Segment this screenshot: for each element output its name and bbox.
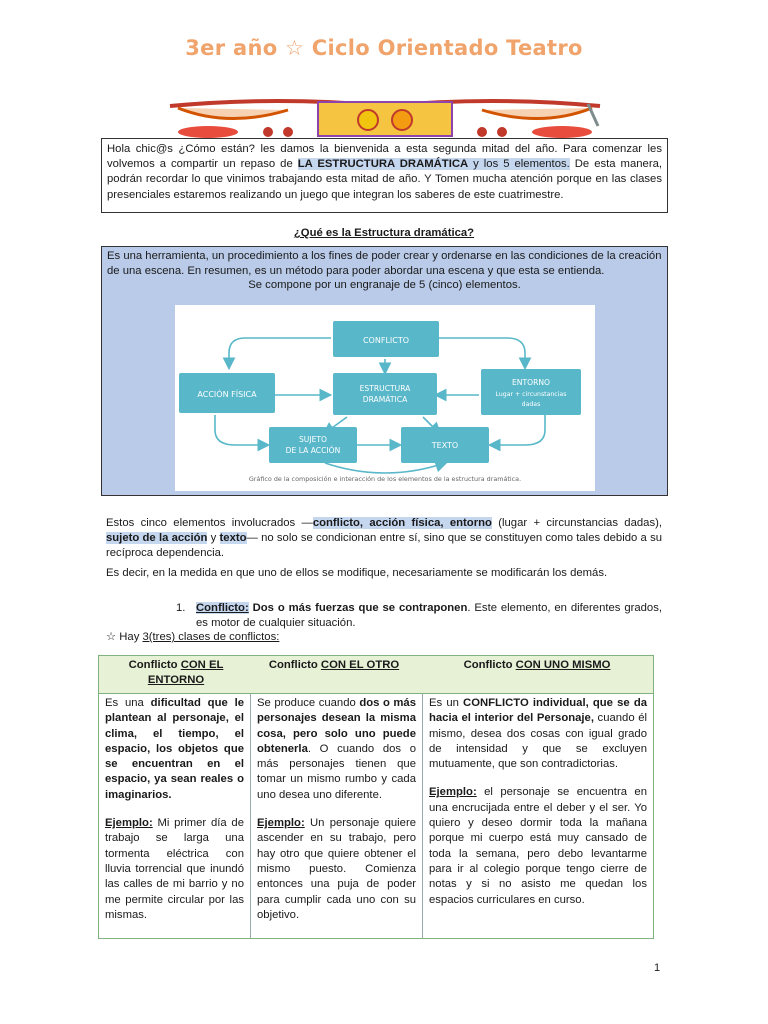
table-header-row	[99, 656, 653, 694]
node-texto	[401, 427, 489, 463]
node-accion-label: ACCIÓN FÍSICA	[197, 390, 257, 399]
list-bold-def: Dos o más fuerzas que se contraponen	[252, 602, 468, 614]
node-entorno-line1: ENTORNO	[511, 378, 551, 387]
diagram-caption: Gráfico de la composición e interacción de los elementos de la estructura dramática.	[248, 475, 522, 483]
table-cell-entorno	[99, 694, 251, 938]
node-entorno	[481, 369, 581, 415]
intro-box	[101, 138, 668, 213]
intro-text-b: De esta manera, podrán recordar lo que vinimos trabajando esta mitad de año. Y Tomen mucha atención porque en las clases presenciales estaremos realizando un juego que integran los saberes de este cuatrimestre.	[107, 158, 663, 201]
p1-text-a: Estos cinco elementos involucrados —	[106, 517, 313, 529]
arrow-conflicto-entorno	[439, 338, 525, 367]
p1-text-c: (lugar + circunstancias dadas),	[491, 517, 662, 529]
header-entorno: Conflicto CON EL ENTORNO	[128, 659, 224, 686]
c2-text-c: . O cuando dos o más personajes tienen que tomar un mismo rumbo y cada uno desea uno diferente.	[257, 742, 416, 801]
p1-bold-texto: texto	[219, 532, 247, 545]
node-conflicto	[333, 321, 439, 357]
modification-paragraph: Es decir, en la medida en que uno de ellos se modifique, necesariamente se modificarán los demás.	[106, 567, 608, 579]
intro-highlight	[298, 158, 570, 170]
arrow-accion-sujeto	[215, 415, 267, 445]
intro-highlight-bold: LA ESTRUCTURA DRAMÁTICA	[297, 158, 469, 171]
p1-text-g: — no solo se condicionan entre sí, sino que se constituyen como tales debido a su recíproca dependencia.	[106, 532, 662, 560]
c2-text-a: Se produce cuando	[257, 697, 360, 709]
node-texto-label: TEXTO	[431, 441, 459, 450]
node-accion-fisica	[179, 373, 275, 413]
c3-text-c: cuando él mismo, desea dos cosas con igual grado de intensidad y que se excluyen mutuamente, que son contradictorias.	[429, 712, 647, 771]
definition-text: Es una herramienta, un procedimiento a los fines de poder crear y ordenarse en las condiciones de la creación de una escena. En resumen, es un método para poder abordar una escena y que esta se entienda.	[107, 250, 662, 277]
page-number: 1	[654, 962, 661, 974]
node-sujeto-line1: SUJETO	[298, 435, 328, 444]
list-number: 1.	[176, 602, 186, 614]
intro-highlight-rest: y los 5 elementos.	[468, 158, 570, 171]
section-heading: ¿Qué es la Estructura dramática?	[293, 227, 475, 239]
list-item-conflicto	[176, 601, 662, 631]
node-sujeto-line2: DE LA ACCIÓN	[285, 446, 341, 455]
p1-text-e: y	[207, 532, 220, 545]
table-cell-uno-mismo	[423, 694, 653, 938]
c2-example-label: Ejemplo:	[257, 817, 305, 830]
node-sujeto	[269, 427, 357, 463]
c2-bold: dos o más personajes desean la misma cosa, pero solo uno puede obtenerla	[257, 697, 417, 755]
dramatic-structure-diagram	[175, 305, 595, 491]
list-term: Conflicto:	[196, 602, 249, 614]
node-entorno-line3: dadas	[521, 401, 541, 408]
definition-box	[101, 246, 668, 496]
arrow-bottom-loop	[325, 463, 445, 473]
c1-bold: dificultad que le plantean al personaje, el clima, el tiempo, el espacio, los objetos que se encuentran en el espacio, ya sean reales o imaginarios.	[105, 697, 244, 801]
p1-bold-sujeto: sujeto de la acción	[106, 532, 208, 545]
c2-example-text: Un personaje quiere ascender en su trabajo, pero hay otro que quiere obtener el mismo puesto. Comienza entonces una puja de poder para cumplir cada uno con su objetivo.	[257, 817, 416, 921]
intro-text-a: Hola chic@s ¿Cómo están? les damos la bienvenida a esta segunda mitad del año. Para comenzar les volvemos a compartir un repaso de	[107, 143, 662, 171]
c1-example-label: Ejemplo:	[105, 817, 153, 830]
star-line	[106, 630, 662, 645]
header-otro: Conflicto CON EL OTRO	[268, 659, 400, 671]
table-cell-otro	[251, 694, 423, 938]
conflict-types-table	[98, 655, 654, 939]
page-title: 3er año ☆ Ciclo Orientado Teatro	[185, 36, 583, 60]
arrow-conflicto-accion	[229, 338, 331, 367]
arrow-entorno-texto	[491, 415, 545, 445]
node-estructura-line1: ESTRUCTURA	[359, 384, 411, 393]
list-rest: . Este elemento, en diferentes grados, es motor de cualquier situación.	[196, 602, 662, 630]
definition-subtitle: Se compone por un engranaje de 5 (cinco) elementos.	[248, 279, 521, 292]
theater-banner-illustration	[168, 98, 602, 140]
elements-paragraph	[106, 516, 662, 562]
node-estructura	[333, 373, 437, 415]
node-conflicto-label: CONFLICTO	[362, 336, 410, 345]
node-estructura-line2: DRAMÁTICA	[362, 395, 408, 404]
c3-text-a: Es un	[429, 697, 464, 709]
p1-bold-elements: conflicto, acción física, entorno	[312, 517, 492, 529]
node-entorno-line2: Lugar + circunstancias	[495, 391, 567, 398]
header-uno-mismo: Conflicto CON UNO MISMO	[463, 659, 611, 671]
star-line-a: ☆ Hay	[106, 631, 143, 643]
star-line-b: 3(tres) clases de conflictos:	[142, 631, 280, 643]
c3-bold: CONFLICTO individual, que se da hacia el interior del Personaje,	[429, 697, 648, 725]
c1-text-a: Es una	[105, 697, 151, 709]
c3-example-text: el personaje se encuentra en una encrucijada entre el deber y el ser. Yo quiero y deseo dormir toda la mañana porque mi cuerpo está muy cansado de toda la semana, pero debo levantarme para ir al colegio porque tengo cierre de notas y si no asisto me quedan los espacios curriculares en curso.	[429, 786, 647, 906]
c1-example-text: Mi primer día de trabajo se larga una tormenta eléctrica con lluvia torrencial que inundó las calles de mi barrio y no me permite circular por las mismas.	[105, 817, 244, 921]
c3-example-label: Ejemplo:	[429, 786, 477, 799]
